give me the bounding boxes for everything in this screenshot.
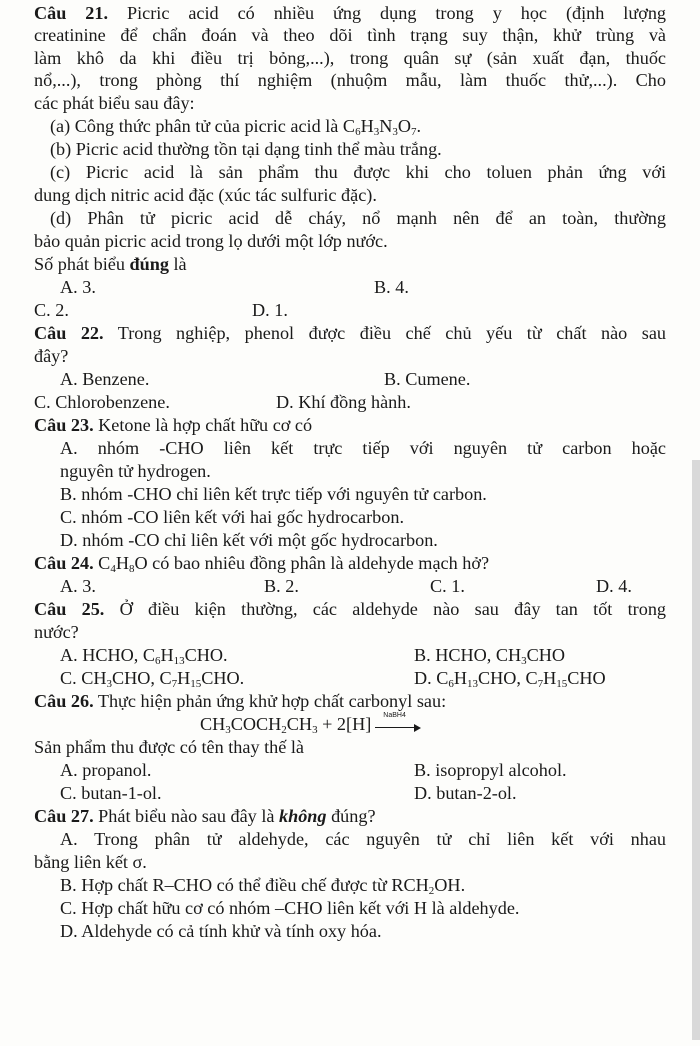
q24-option-a[interactable]: A. 3.: [60, 576, 96, 596]
q27-negation: không: [279, 806, 327, 826]
q21-stem-1: Picric acid có nhiều ứng dụng trong y học (định lượng: [126, 3, 667, 23]
reaction-arrow-icon: [375, 712, 421, 730]
q22-option-d[interactable]: D. Khí đồng hành.: [276, 392, 411, 412]
q27-option-b[interactable]: B. Hợp chất R–CHO có thể điều chế được từ $RCH_2OH$.: [60, 875, 466, 897]
q26-option-a[interactable]: A. propanol.: [60, 760, 152, 780]
q24-option-d[interactable]: D. 4.: [596, 576, 632, 596]
q22-option-a[interactable]: A. Benzene.: [60, 369, 150, 389]
reaction-arrow-label: NaBH4: [383, 712, 406, 719]
q21-option-a[interactable]: A. 3.: [60, 277, 96, 297]
q24-option-b[interactable]: B. 2.: [264, 576, 299, 596]
q21-statement-c-1: (c) Picric acid là sản phẩm thu được khi cho toluen phản ứng với: [50, 162, 666, 182]
q21-option-b[interactable]: B. 4.: [374, 277, 409, 297]
q23-line-1: Câu 23. Ketone là hợp chất hữu cơ có: [34, 415, 313, 435]
q26-option-d[interactable]: D. butan-2-ol.: [414, 783, 517, 803]
q21-line-1: [34, 2, 666, 24]
q23-option-a-1[interactable]: A. nhóm -CHO liên kết trực tiếp với nguyên tử carbon hoặc: [60, 438, 666, 458]
q21-statement-c-2: dung dịch nitric acid đặc (xúc tác sulfuric đặc).: [34, 185, 377, 205]
q21-stem-4: nổ,...), trong phòng thí nghiệm (nhuộm mẫu, làm thuốc thử,...). Cho: [34, 70, 666, 90]
q26-option-c[interactable]: C. butan-1-ol.: [60, 783, 162, 803]
q25-number: Câu 25.: [34, 599, 105, 619]
q25-option-b[interactable]: B. HCHO, $CH_3CHO$: [414, 645, 566, 667]
q22-option-b[interactable]: B. Cumene.: [384, 369, 471, 389]
q26-option-b[interactable]: B. isopropyl alcohol.: [414, 760, 567, 780]
q23-option-d[interactable]: D. nhóm -CO chỉ liên kết với một gốc hydrocarbon.: [60, 530, 438, 550]
q21-stem-3: làm khô da khi điều trị bỏng,...), trong quân sự (sản xuất đạn, thuốc: [34, 48, 666, 68]
q21-statement-a: (a) Công thức phân tử của picric acid là $C_6H_3N_3O_7$.: [50, 116, 422, 138]
q22-line-1: Câu 22. Trong nghiệp, phenol được điều chế chủ yếu từ chất nào sau: [34, 323, 666, 343]
q21-stem-5: các phát biểu sau đây:: [34, 93, 195, 113]
q25-option-a[interactable]: A. HCHO, $C_6H_{13}CHO$.: [60, 645, 228, 667]
q22-stem-2: đây?: [34, 346, 69, 366]
q21-option-d[interactable]: D. 1.: [252, 300, 288, 320]
q25-option-d[interactable]: D. $C_6H_{13}CHO$, $C_7H_{15}CHO$: [414, 668, 606, 690]
q23-option-b[interactable]: B. nhóm -CHO chỉ liên kết trực tiếp với nguyên tử carbon.: [60, 484, 487, 504]
q26-line-1: Câu 26. Thực hiện phản ứng khử hợp chất carbonyl sau:: [34, 691, 447, 711]
q22-number: Câu 22.: [34, 323, 104, 343]
q21-number: Câu 21.: [34, 3, 109, 23]
q23-option-a-2[interactable]: nguyên tử hydrogen.: [60, 461, 211, 481]
q24-number: Câu 24.: [34, 553, 94, 573]
q26-number: Câu 26.: [34, 691, 94, 711]
q27-option-a-2[interactable]: bằng liên kết σ.: [34, 852, 147, 872]
q27-line-1: Câu 27. Phát biểu nào sau đây là không đúng?: [34, 806, 376, 826]
q21-statement-d-2: bảo quản picric acid trong lọ dưới một lớp nước.: [34, 231, 388, 251]
q26-prompt: Sản phẩm thu được có tên thay thế là: [34, 737, 304, 757]
q23-option-c[interactable]: C. nhóm -CO liên kết với hai gốc hydrocarbon.: [60, 507, 404, 527]
q21-statement-b: (b) Picric acid thường tồn tại dạng tinh thể màu trắng.: [50, 139, 442, 159]
q27-option-d[interactable]: D. Aldehyde có cả tính khử và tính oxy hóa.: [60, 921, 382, 941]
q21-option-c[interactable]: C. 2.: [34, 300, 69, 320]
q26-equation: $CH_3COCH_2CH_3 + 2[H]$ NaBH4: [200, 713, 421, 735]
q25-line-1: Câu 25. Ở điều kiện thường, các aldehyde nào sau đây tan tốt trong: [34, 599, 667, 619]
q21-prompt: Số phát biểu đúng là: [34, 254, 187, 274]
q22-option-c[interactable]: C. Chlorobenzene.: [34, 392, 170, 412]
q21-statement-d-1: (d) Phân tử picric acid dễ cháy, nổ mạnh nên để an toàn, thường: [50, 208, 666, 228]
q23-number: Câu 23.: [34, 415, 94, 435]
q24-option-c[interactable]: C. 1.: [430, 576, 465, 596]
q27-option-c[interactable]: C. Hợp chất hữu cơ có nhóm –CHO liên kết với H là aldehyde.: [60, 898, 520, 918]
q25-option-c[interactable]: C. $CH_3CHO$, $C_7H_{15}CHO$.: [60, 668, 245, 690]
q21-stem-2: creatinine để chẩn đoán và theo dõi tình trạng suy thận, khử trùng và: [34, 25, 666, 45]
q25-stem-2: nước?: [34, 622, 79, 642]
q24-line-1: Câu 24. $C_4H_8O$ có bao nhiêu đồng phân là aldehyde mạch hở?: [34, 553, 490, 575]
q27-number: Câu 27.: [34, 806, 94, 826]
q27-option-a-1[interactable]: A. Trong phân tử aldehyde, các nguyên tử chỉ liên kết với nhau: [60, 829, 666, 849]
page-edge-scrollbar[interactable]: [692, 460, 700, 1040]
